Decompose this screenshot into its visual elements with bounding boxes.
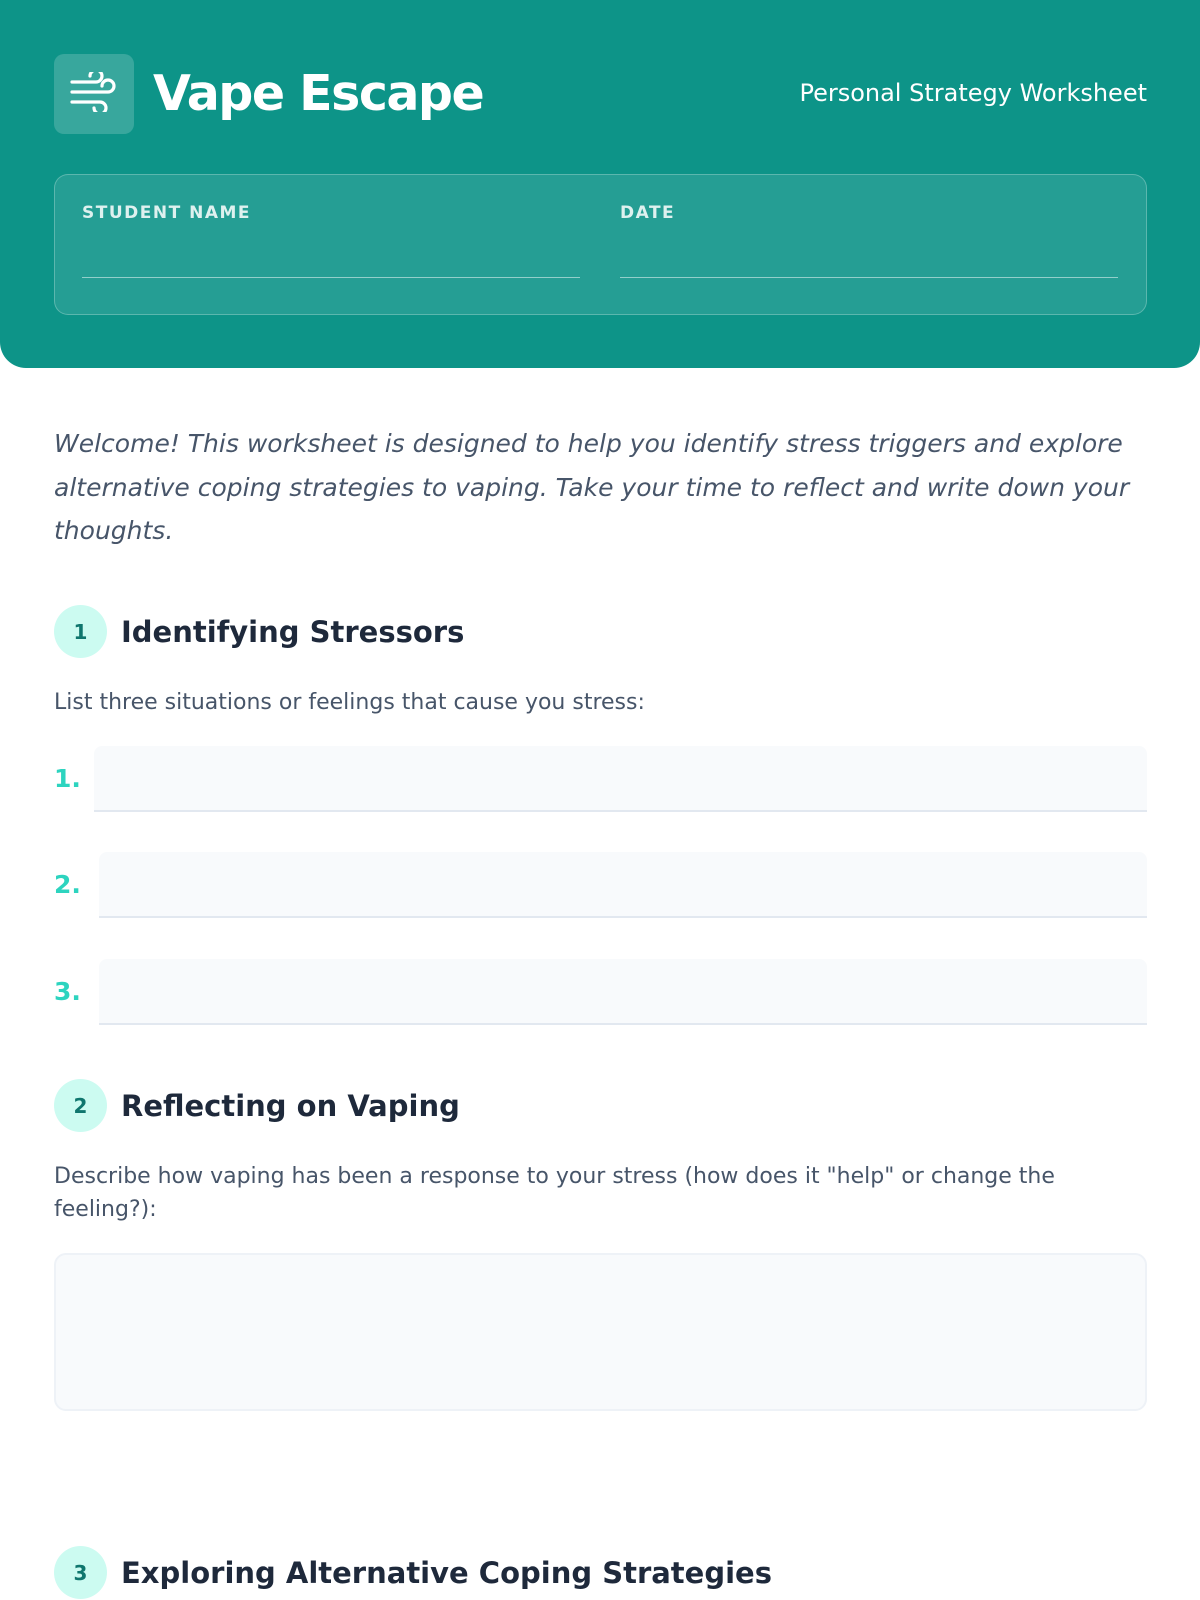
date-line[interactable] <box>620 277 1118 278</box>
stressor-input[interactable] <box>99 959 1147 1025</box>
section-number-badge: 3 <box>54 1546 107 1599</box>
section-number-badge: 2 <box>54 1079 107 1132</box>
intro-text: Welcome! This worksheet is designed to help you identify stress triggers and explore alternative coping strategies to vaping. Take your time to reflect and write down your thoughts. <box>54 429 1130 545</box>
section-title: Identifying Stressors <box>121 614 465 649</box>
date-label: DATE <box>620 203 676 223</box>
student-name-line[interactable] <box>82 277 580 278</box>
section-1-header <box>54 605 464 658</box>
student-name-label: STUDENT NAME <box>82 203 252 223</box>
wind-icon <box>69 72 119 117</box>
worksheet-subtitle: Personal Strategy Worksheet <box>799 79 1147 107</box>
stressor-input[interactable] <box>99 852 1147 918</box>
date-field[interactable] <box>620 201 1118 278</box>
stressor-row <box>54 959 1147 1025</box>
section-title: Reflecting on Vaping <box>121 1088 460 1123</box>
student-name-field[interactable] <box>82 201 580 278</box>
section-1-prompt: List three situations or feelings that cause you stress: <box>54 690 645 715</box>
stressor-input[interactable] <box>94 746 1147 812</box>
list-number: 2. <box>54 870 81 899</box>
vaping-reflection-textarea[interactable] <box>54 1253 1147 1411</box>
section-number-badge: 1 <box>54 605 107 658</box>
worksheet-header <box>0 0 1200 368</box>
stressor-row <box>54 852 1147 918</box>
list-number: 1. <box>54 764 81 793</box>
section-3-header <box>54 1546 772 1599</box>
list-number: 3. <box>54 977 81 1006</box>
app-title: Vape Escape <box>153 65 484 122</box>
student-info-card <box>54 174 1147 315</box>
stressor-row <box>54 746 1147 812</box>
section-2-header <box>54 1079 460 1132</box>
section-title: Exploring Alternative Coping Strategies <box>121 1555 772 1590</box>
logo-badge <box>54 54 134 134</box>
section-2-prompt: Describe how vaping has been a response to your stress (how does it "help" or change the feeling?): <box>54 1164 1055 1222</box>
